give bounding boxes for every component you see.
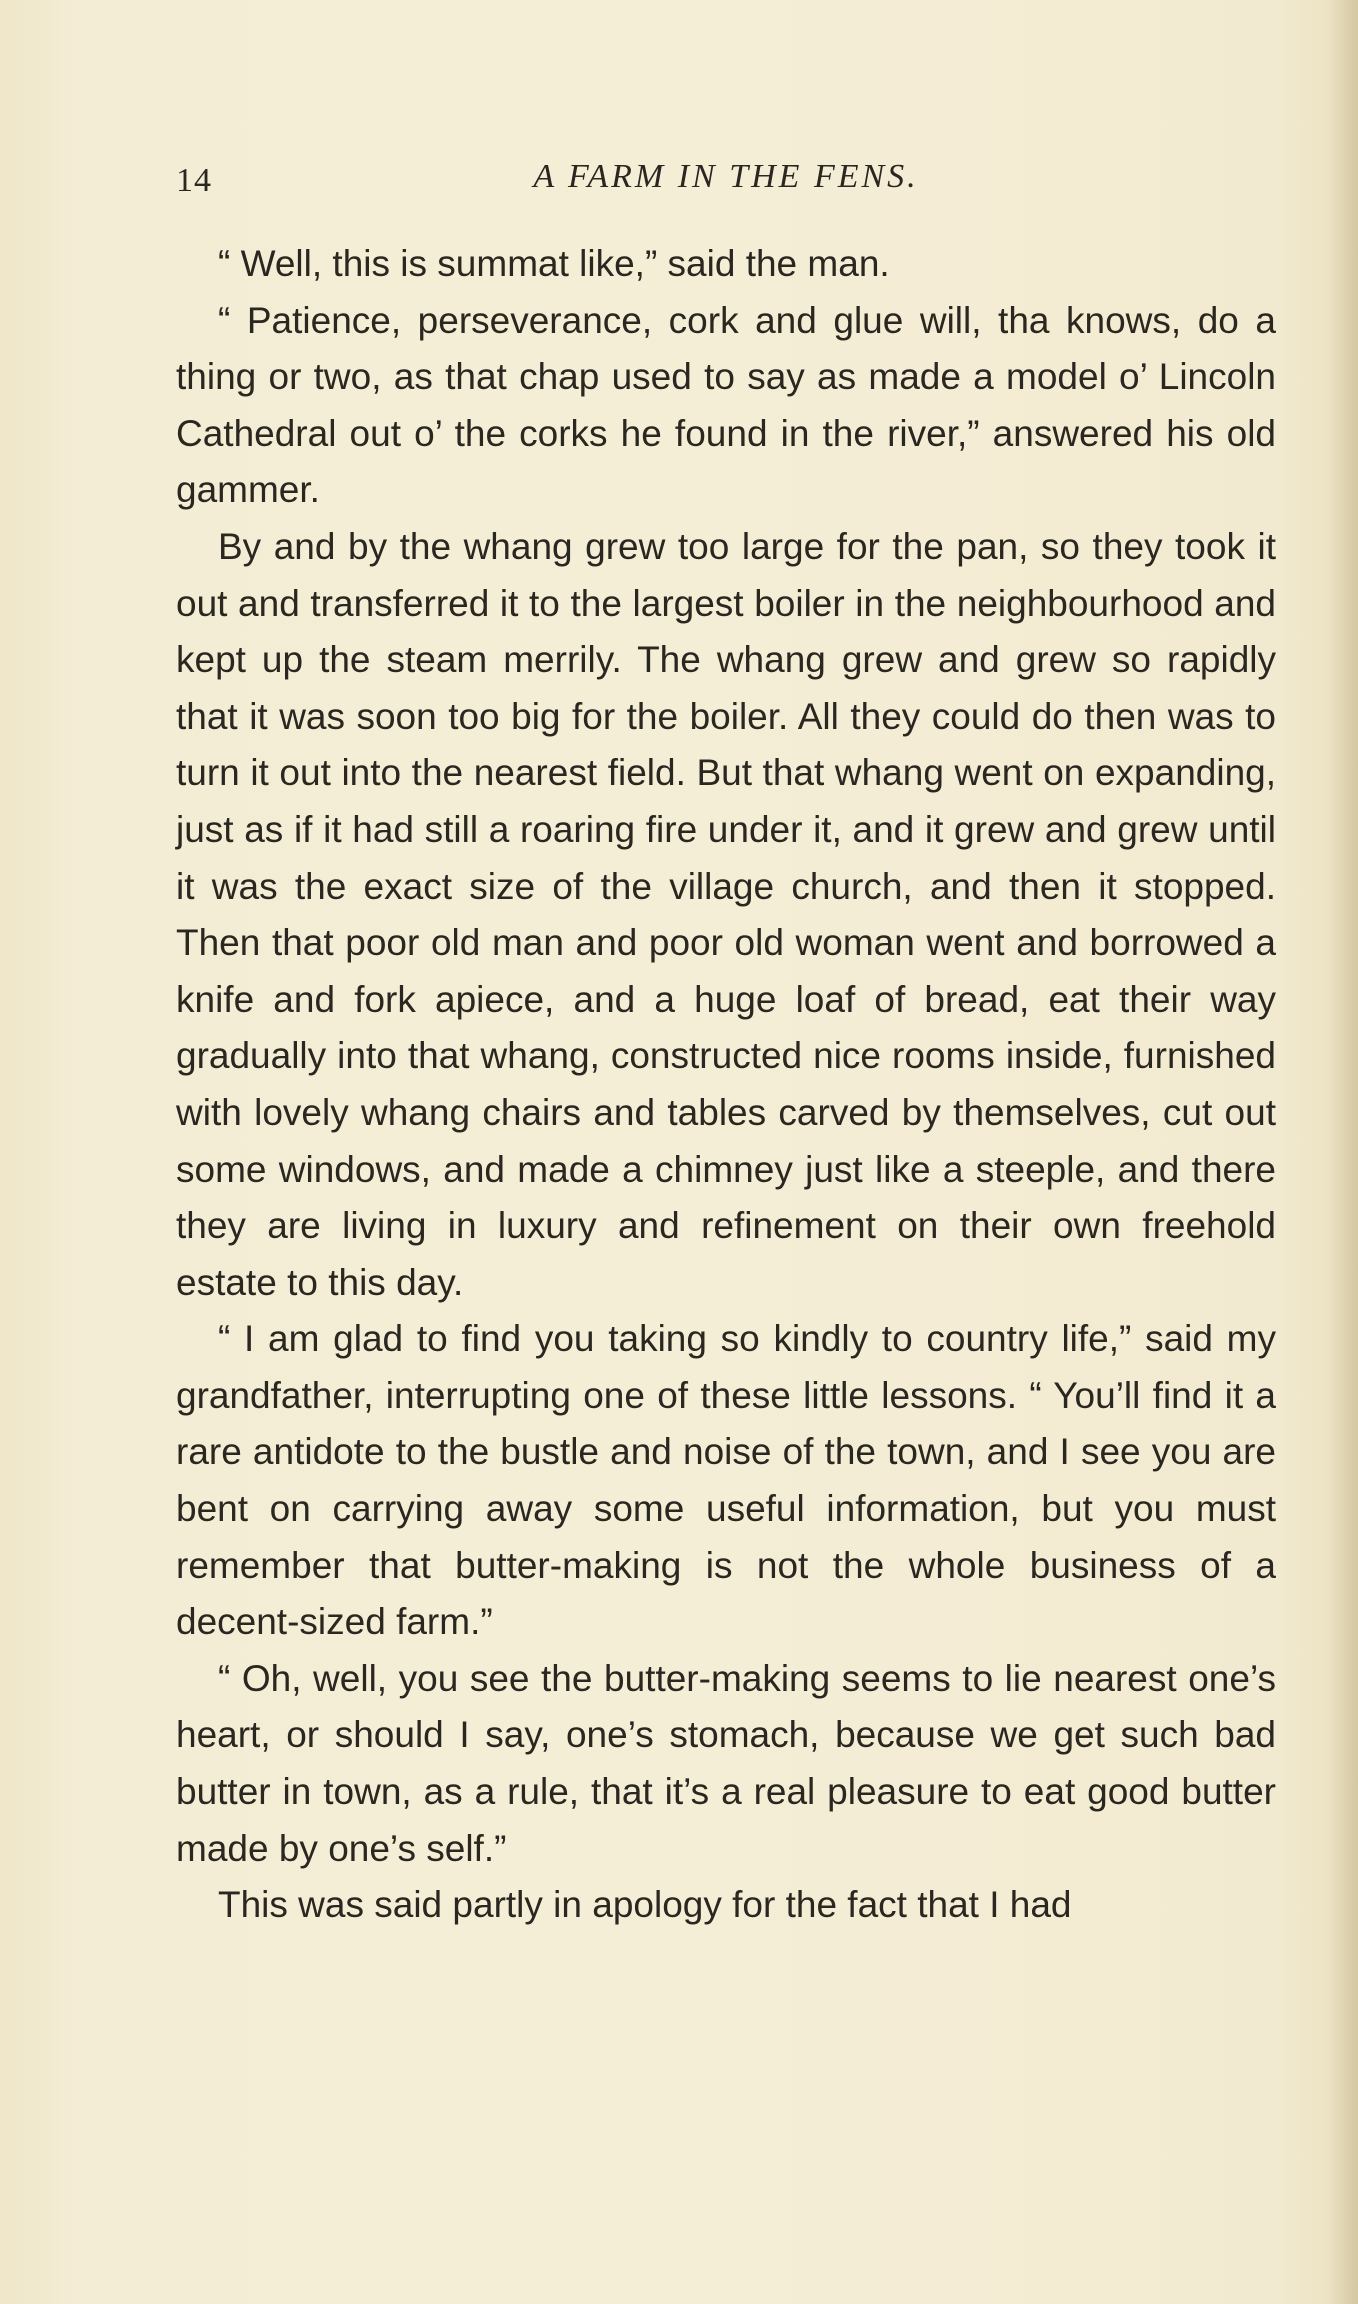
- page-number: 14: [176, 162, 212, 199]
- running-title: A FARM IN THE FENS.: [533, 158, 919, 195]
- paragraph: This was said partly in apology for the fact that I had: [218, 1884, 1072, 1926]
- paragraph: “ Oh, well, you see the butter-making seems to lie nearest one’s heart, or should I say, one’s stomach, because we get such bad butter in town, as a rule, that it’s a real pleasure to eat good butter made by one’s self.”: [176, 1657, 1276, 1869]
- body-text: [176, 236, 1276, 1934]
- paragraph: By and by the whang grew too large for the pan, so they took it out and transferred it to the largest boiler in the neighbourhood and kept up the steam merrily. The whang grew and grew so rapidly that it was soon too big for the boiler. All they could do then was to turn it out into the nearest field. But that whang went on expanding, just as if it had still a roaring fire under it, and it grew and grew until it was the exact size of the village church, and then it stopped. Then that poor old man and poor old woman went and borrowed a knife and fork apiece, and a huge loaf of bread, eat their way gradually into that whang, constructed nice rooms inside, furnished with lovely whang chairs and tables carved by themselves, cut out some windows, and made a chimney just like a steeple, and there they are living in luxury and refinement on their own freehold estate to this day.: [176, 525, 1276, 1303]
- paragraph: “ I am glad to find you taking so kindly to country life,” said my grandfather, interrupting one of these little lessons. “ You’ll find it a rare antidote to the bustle and noise of the town, and I see you are bent on carrying away some useful information, but you must remember that butter-making is not the whole business of a decent-sized farm.”: [176, 1318, 1276, 1643]
- running-header: [176, 152, 1276, 208]
- paragraph: “ Well, this is summat like,” said the man.: [218, 243, 890, 284]
- page-edge-shadow: [1328, 0, 1358, 2304]
- paragraph: “ Patience, perseverance, cork and glue will, tha knows, do a thing or two, as that chap used to say as made a model o’ Lincoln Cathedral out o’ the corks he found in the river,” answered his old gammer.: [176, 299, 1276, 511]
